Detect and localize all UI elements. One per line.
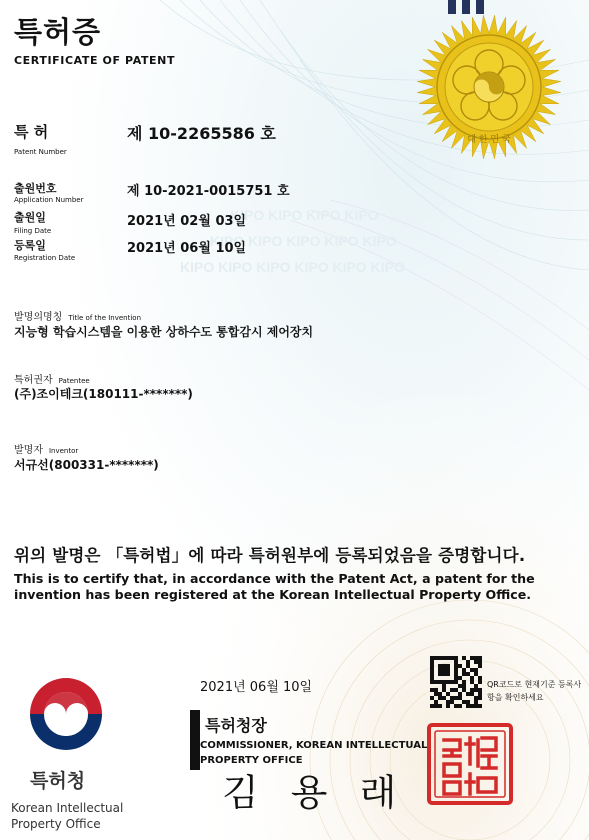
patentee-label: 특허권자	[14, 375, 53, 386]
issue-date: 2021년 06월 10일	[200, 680, 313, 695]
patentee-label-en: Patentee	[58, 377, 90, 385]
patent-number-value: 제 10-2265586 호	[127, 124, 276, 143]
office-name-kr: 특허청	[30, 770, 86, 792]
patentee-value: (주)조이테크(180111-*******)	[14, 387, 193, 401]
kipo-logo-icon	[24, 672, 108, 756]
application-number-label: 출원번호	[14, 182, 57, 195]
filing-date-label-en: Filing Date	[14, 227, 52, 235]
emblem-text: 대 한 민 국	[467, 135, 511, 145]
commissioner-title-en: COMMISSIONER, KOREAN INTELLECTUAL PROPERTY OFFICE	[200, 740, 428, 766]
patent-number-label: 특 허	[14, 123, 49, 141]
filing-date-label: 출원일	[14, 211, 46, 224]
national-emblem-seal	[414, 12, 564, 162]
certification-statement-kr: 위의 발명은 「특허법」에 따라 특허원부에 등록되었음을 증명합니다.	[14, 546, 526, 565]
invention-label-en: Title of the Invention	[68, 314, 142, 322]
inventor-value: 서규선(800331-*******)	[14, 458, 159, 472]
official-stamp-seal	[426, 722, 514, 806]
watermark-row: KIPO KIPO KIPO KIPO KIPO	[210, 233, 397, 249]
invention-label: 발명의명칭	[14, 312, 63, 323]
certification-statement-en: This is to certify that, in accordance with the Patent Act, a patent for the invention has been registered at the Korean Intellectual Property Office.	[14, 571, 535, 602]
inventor-label-en: Inventor	[48, 447, 79, 455]
application-number-label-en: Application Number	[14, 196, 84, 204]
commissioner-signature: 김 용 래	[222, 771, 407, 814]
registration-date-label-en: Registration Date	[14, 254, 76, 262]
watermark-row: KIPO KIPO KIPO KIPO	[230, 207, 379, 223]
inventor-label-group	[14, 438, 78, 457]
patent-number-label-en: Patent Number	[14, 148, 67, 156]
registration-date-label: 등록일	[14, 239, 46, 252]
qr-code-icon[interactable]	[430, 656, 482, 708]
commissioner-bar	[190, 710, 200, 770]
certificate-title-kr: 특허증	[14, 15, 102, 49]
inventor-label: 발명자	[14, 445, 43, 456]
qr-note: QR코드로 현재기준 등록사항을 확인하세요	[487, 680, 582, 702]
commissioner-title-kr: 특허청장	[205, 716, 267, 735]
filing-date-value: 2021년 02월 03일	[127, 214, 247, 229]
office-name-en: Korean Intellectual Property Office	[11, 801, 124, 831]
registration-date-value: 2021년 06월 10일	[127, 241, 247, 256]
application-number-value: 제 10-2021-0015751 호	[127, 184, 290, 199]
certificate-title-en: CERTIFICATE OF PATENT	[14, 54, 176, 67]
invention-title-value: 지능형 학습시스템을 이용한 상하수도 통합감시 제어장치	[14, 325, 314, 339]
watermark-row: KIPO KIPO KIPO KIPO KIPO KIPO	[180, 259, 405, 275]
invention-label-group	[14, 305, 141, 324]
